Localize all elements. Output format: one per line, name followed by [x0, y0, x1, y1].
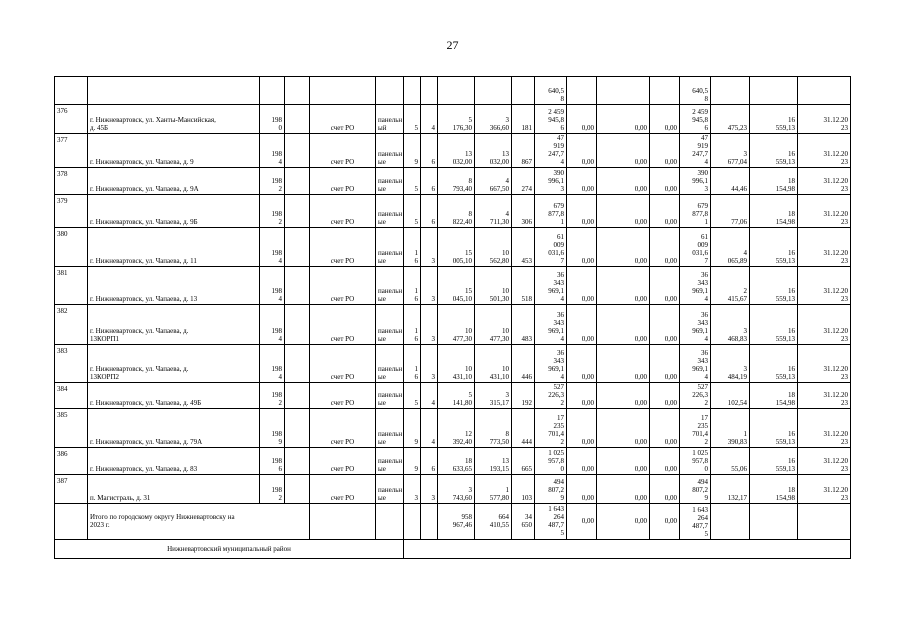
cell-wall-material: панельн ые: [376, 409, 404, 448]
cell-living-area: 3 315,17: [475, 383, 512, 409]
total-owners-funds: 1 643 264 487,7 5: [680, 504, 711, 540]
cell-owners-funds: 527 226,3 2: [680, 383, 711, 409]
cell-empty: [711, 77, 750, 105]
total-living-area-sum: 664 410,55: [475, 504, 512, 540]
table-row: [55, 77, 851, 105]
cell-address: г. Нижневартовск, ул. Чапаева, д. 9: [88, 134, 260, 168]
cell-fund-federal: 0,00: [567, 409, 597, 448]
cell-fund-regional: 0,00: [597, 475, 650, 504]
cell-total-cost: 36 343 969,1 4: [535, 305, 567, 345]
cell-fund-regional: 0,00: [597, 105, 650, 134]
cell-fund-method: счет РО: [310, 345, 376, 383]
cell-total-cost: 390 996,1 3: [535, 168, 567, 195]
cell-floors: 5: [404, 105, 421, 134]
total-fund-federal: 0,00: [567, 504, 597, 540]
cell-residents: 453: [512, 228, 535, 267]
cell-fund-regional: 0,00: [597, 409, 650, 448]
cell-fund-local: 0,00: [650, 305, 680, 345]
cell-deadline: 31.12.20 23: [798, 168, 851, 195]
cell-total-area: 18 633,65: [438, 448, 475, 475]
cell-specific-cost: 77,06: [711, 195, 750, 228]
cell-residents: 306: [512, 195, 535, 228]
cell-fund-local: 0,00: [650, 409, 680, 448]
cell-empty: [285, 134, 310, 168]
cell-fund-method: счет РО: [310, 475, 376, 504]
cell-total-cost: 679 877,8 1: [535, 195, 567, 228]
cell-empty: [285, 475, 310, 504]
cell-floors: 1 6: [404, 345, 421, 383]
cell-year: 198 0: [260, 105, 285, 134]
cell-empty: [260, 77, 285, 105]
cell-specific-cost: 132,17: [711, 475, 750, 504]
cell-entrances: 3: [421, 267, 438, 305]
cell-fund-method: счет РО: [310, 228, 376, 267]
cell-fund-local: 0,00: [650, 168, 680, 195]
cell-fund-method: счет РО: [310, 448, 376, 475]
total-row: [55, 504, 851, 540]
cell-specific-cost: 3 677,04: [711, 134, 750, 168]
cell-fund-local: 0,00: [650, 383, 680, 409]
cell-specific-cost: 4 065,89: [711, 228, 750, 267]
cell-limit-cost: 16 559,13: [750, 267, 798, 305]
cell-living-area: 8 773,50: [475, 409, 512, 448]
cell-entrances: 6: [421, 168, 438, 195]
total-area-sum: 958 967,46: [438, 504, 475, 540]
cell-year: 198 4: [260, 267, 285, 305]
cell-floors: 5: [404, 383, 421, 409]
cell-empty: [404, 504, 421, 540]
cell-specific-cost: 1 390,83: [711, 409, 750, 448]
cell-wall-material: панельн ые: [376, 383, 404, 409]
cell-entrances: 4: [421, 409, 438, 448]
cell-fund-regional: 0,00: [597, 383, 650, 409]
cell-fund-regional: 0,00: [597, 305, 650, 345]
cell-empty: [376, 504, 404, 540]
cell-empty: [750, 77, 798, 105]
cell-total-area: 15 045,10: [438, 267, 475, 305]
cell-empty: [285, 228, 310, 267]
total-label: Итого по городскому округу Нижневартовску на 2023 г.: [88, 504, 310, 540]
cell-total-area: 12 392,40: [438, 409, 475, 448]
cell-total-area: 5 141,80: [438, 383, 475, 409]
cell-owners-funds: 390 996,1 3: [680, 168, 711, 195]
cell-limit-cost: 16 559,13: [750, 409, 798, 448]
cell-total-cost: 47 919 247,7 4: [535, 134, 567, 168]
cell-fund-federal: 0,00: [567, 383, 597, 409]
cell-living-area: 1 577,80: [475, 475, 512, 504]
cell-fund-regional: 0,00: [597, 345, 650, 383]
cell-year: 198 2: [260, 195, 285, 228]
total-cost-sum: 1 643 264 487,7 5: [535, 504, 567, 540]
cell-total-area: 15 005,10: [438, 228, 475, 267]
cell-wall-material: панельн ые: [376, 345, 404, 383]
cell-residents: 274: [512, 168, 535, 195]
cell-entrances: 3: [421, 228, 438, 267]
cell-specific-cost: 475,23: [711, 105, 750, 134]
cell-fund-federal: 0,00: [567, 228, 597, 267]
cell-fund-method: счет РО: [310, 267, 376, 305]
cell-fund-method: счет РО: [310, 134, 376, 168]
cell-year: 198 4: [260, 305, 285, 345]
section-row: [55, 540, 851, 559]
cell-row-number: 376: [55, 105, 88, 134]
cell-owners-funds: 1 025 957,8 0: [680, 448, 711, 475]
cell-living-area: 10 477,30: [475, 305, 512, 345]
cell-total-cost: 527 226,3 2: [535, 383, 567, 409]
cell-limit-cost: 16 559,13: [750, 228, 798, 267]
cell-total-cost: 36 343 969,1 4: [535, 267, 567, 305]
cell-owners-funds: 61 009 031,6 7: [680, 228, 711, 267]
cell-row-number: 384: [55, 383, 88, 409]
cell-owners-funds: 17 235 701,4 2: [680, 409, 711, 448]
cell-row-number: 382: [55, 305, 88, 345]
cell-empty: [711, 504, 750, 540]
table-row: [55, 383, 851, 409]
cell-fund-method: счет РО: [310, 305, 376, 345]
cell-fund-federal: 0,00: [567, 305, 597, 345]
table-row: [55, 105, 851, 134]
cell-empty: [798, 77, 851, 105]
cell-empty: [310, 504, 376, 540]
cell-fund-federal: 0,00: [567, 475, 597, 504]
cell-fund-local: 0,00: [650, 228, 680, 267]
cell-entrances: 4: [421, 383, 438, 409]
cell-residents: 867: [512, 134, 535, 168]
cell-year: 198 2: [260, 475, 285, 504]
cell-wall-material: панельн ые: [376, 267, 404, 305]
cell-specific-cost: 44,46: [711, 168, 750, 195]
cell-empty: [512, 77, 535, 105]
cell-limit-cost: 16 559,13: [750, 305, 798, 345]
cell-living-area: 13 032,00: [475, 134, 512, 168]
cell-owners-funds: 679 877,8 1: [680, 195, 711, 228]
cell-limit-cost: 16 559,13: [750, 134, 798, 168]
cell-wall-material: панельн ые: [376, 305, 404, 345]
cell-row-number: 383: [55, 345, 88, 383]
cell-floors: 1 6: [404, 305, 421, 345]
cell-empty: [285, 105, 310, 134]
cell-owners-funds: 36 343 969,1 4: [680, 267, 711, 305]
cell-deadline: 31.12.20 23: [798, 267, 851, 305]
cell-row-number: 387: [55, 475, 88, 504]
cell-fund-regional: 0,00: [597, 448, 650, 475]
cell-cost-total-carryover: 640,5 8: [680, 77, 711, 105]
cell-empty: [750, 504, 798, 540]
cell-residents: 665: [512, 448, 535, 475]
total-residents-sum: 34 650: [512, 504, 535, 540]
cell-deadline: 31.12.20 23: [798, 305, 851, 345]
page-number: 27: [446, 38, 459, 52]
cell-empty: [285, 448, 310, 475]
cell-living-area: 13 193,15: [475, 448, 512, 475]
cell-fund-method: счет РО: [310, 195, 376, 228]
cell-living-area: 4 711,30: [475, 195, 512, 228]
cell-owners-funds: 494 807,2 9: [680, 475, 711, 504]
cell-fund-local: 0,00: [650, 345, 680, 383]
cell-wall-material: панельн ые: [376, 195, 404, 228]
cell-total-cost: 61 009 031,6 7: [535, 228, 567, 267]
cell-empty: [285, 195, 310, 228]
cell-empty: [438, 77, 475, 105]
cell-deadline: 31.12.20 23: [798, 409, 851, 448]
cell-wall-material: панельн ые: [376, 168, 404, 195]
cell-specific-cost: 3 484,19: [711, 345, 750, 383]
cell-residents: 483: [512, 305, 535, 345]
cell-living-area: 10 431,10: [475, 345, 512, 383]
cell-address: г. Нижневартовск, ул. Чапаева, д. 13: [88, 267, 260, 305]
cell-address: г. Нижневартовск, ул. Чапаева, д. 9Б: [88, 195, 260, 228]
cell-fund-regional: 0,00: [597, 228, 650, 267]
cell-total-cost: 36 343 969,1 4: [535, 345, 567, 383]
cell-fund-method: счет РО: [310, 383, 376, 409]
cell-deadline: 31.12.20 23: [798, 228, 851, 267]
table-row: [55, 475, 851, 504]
cell-empty: [798, 504, 851, 540]
cell-fund-regional: 0,00: [597, 195, 650, 228]
cell-address: г. Нижневартовск, ул. Чапаева, д. 79А: [88, 409, 260, 448]
cell-year: 198 2: [260, 168, 285, 195]
cell-address: г. Нижневартовск, ул. Чапаева, д. 13КОРП1: [88, 305, 260, 345]
cell-year: 198 4: [260, 134, 285, 168]
cell-fund-regional: 0,00: [597, 134, 650, 168]
cell-entrances: 6: [421, 448, 438, 475]
cell-total-cost: 1 025 957,8 0: [535, 448, 567, 475]
table-row: [55, 195, 851, 228]
cell-residents: 192: [512, 383, 535, 409]
cell-fund-federal: 0,00: [567, 267, 597, 305]
cell-empty: [285, 77, 310, 105]
total-fund-local: 0,00: [650, 504, 680, 540]
cell-fund-federal: 0,00: [567, 134, 597, 168]
cell-fund-regional: 0,00: [597, 267, 650, 305]
cell-empty: [285, 383, 310, 409]
cell-row-number: 385: [55, 409, 88, 448]
cell-owners-funds: 36 343 969,1 4: [680, 305, 711, 345]
cell-fund-method: счет РО: [310, 409, 376, 448]
cell-floors: 5: [404, 195, 421, 228]
cell-address: г. Нижневартовск, ул. Ханты-Мансийская, д. 45Б: [88, 105, 260, 134]
cell-living-area: 3 366,60: [475, 105, 512, 134]
cell-empty: [285, 345, 310, 383]
table-row: [55, 305, 851, 345]
cell-limit-cost: 18 154,98: [750, 383, 798, 409]
cell-entrances: 4: [421, 105, 438, 134]
cell-fund-method: счет РО: [310, 168, 376, 195]
cell-total-area: 5 176,30: [438, 105, 475, 134]
cell-total-area: 8 822,40: [438, 195, 475, 228]
cell-total-cost: 494 807,2 9: [535, 475, 567, 504]
cell-deadline: 31.12.20 23: [798, 448, 851, 475]
section-title: Нижневартовский муниципальный район: [55, 540, 404, 559]
cell-owners-funds: 36 343 969,1 4: [680, 345, 711, 383]
cell-fund-method: счет РО: [310, 105, 376, 134]
table-row: [55, 228, 851, 267]
cell-residents: 103: [512, 475, 535, 504]
cell-floors: 9: [404, 409, 421, 448]
cell-empty: [421, 504, 438, 540]
table-row: [55, 134, 851, 168]
cell-entrances: 6: [421, 195, 438, 228]
cell-empty: [285, 305, 310, 345]
cell-specific-cost: 2 415,67: [711, 267, 750, 305]
cell-wall-material: панельн ые: [376, 228, 404, 267]
cell-cost-carryover: 640,5 8: [535, 77, 567, 105]
cell-limit-cost: 18 154,98: [750, 168, 798, 195]
cell-specific-cost: 3 468,83: [711, 305, 750, 345]
table-row: [55, 448, 851, 475]
cell-deadline: 31.12.20 23: [798, 195, 851, 228]
cell-deadline: 31.12.20 23: [798, 345, 851, 383]
cell-floors: 3: [404, 475, 421, 504]
cell-limit-cost: 18 154,98: [750, 475, 798, 504]
cell-entrances: 3: [421, 475, 438, 504]
cell-empty: [475, 77, 512, 105]
cell-fund-regional: 0,00: [597, 168, 650, 195]
cell-floors: 9: [404, 134, 421, 168]
cell-floors: 9: [404, 448, 421, 475]
cell-row-number: 379: [55, 195, 88, 228]
cell-address: г. Нижневартовск, ул. Чапаева, д. 83: [88, 448, 260, 475]
cell-floors: 1 6: [404, 267, 421, 305]
cell-year: 198 9: [260, 409, 285, 448]
cell-address: г. Нижневартовск, ул. Чапаева, д. 13КОРП2: [88, 345, 260, 383]
cell-empty: [404, 77, 421, 105]
cell-wall-material: панельн ые: [376, 475, 404, 504]
cell-limit-cost: 16 559,13: [750, 105, 798, 134]
cell-year: 198 4: [260, 345, 285, 383]
cell-deadline: 31.12.20 23: [798, 134, 851, 168]
cell-fund-local: 0,00: [650, 195, 680, 228]
table-row: [55, 267, 851, 305]
cell-empty: [421, 77, 438, 105]
cell-address: г. Нижневартовск, ул. Чапаева, д. 11: [88, 228, 260, 267]
cell-row-number: 378: [55, 168, 88, 195]
cell-empty: [285, 409, 310, 448]
cell-address: г. Нижневартовск, ул. Чапаева, д. 49Б: [88, 383, 260, 409]
cell-empty: [376, 77, 404, 105]
cell-fund-federal: 0,00: [567, 448, 597, 475]
cell-row-number: 380: [55, 228, 88, 267]
cell-limit-cost: 16 559,13: [750, 448, 798, 475]
cell-fund-local: 0,00: [650, 105, 680, 134]
cell-fund-federal: 0,00: [567, 168, 597, 195]
cell-row-number: 377: [55, 134, 88, 168]
cell-wall-material: панельн ый: [376, 105, 404, 134]
cell-row-number: 386: [55, 448, 88, 475]
cell-deadline: 31.12.20 23: [798, 383, 851, 409]
cell-entrances: 6: [421, 134, 438, 168]
cell-row-number: 381: [55, 267, 88, 305]
cell-fund-local: 0,00: [650, 267, 680, 305]
cell-entrances: 3: [421, 305, 438, 345]
cell-year: 198 6: [260, 448, 285, 475]
cell-total-area: 10 431,10: [438, 345, 475, 383]
cell-total-area: 8 793,40: [438, 168, 475, 195]
cell-floors: 1 6: [404, 228, 421, 267]
cell-limit-cost: 18 154,98: [750, 195, 798, 228]
cell-empty: [88, 77, 260, 105]
cell-residents: 446: [512, 345, 535, 383]
cell-empty: [55, 504, 88, 540]
cell-empty: [650, 77, 680, 105]
cell-year: 198 4: [260, 228, 285, 267]
cell-living-area: 10 501,30: [475, 267, 512, 305]
cell-owners-funds: 2 459 945,8 6: [680, 105, 711, 134]
cell-residents: 518: [512, 267, 535, 305]
cell-specific-cost: 102,54: [711, 383, 750, 409]
cell-address: п. Магистраль, д. 31: [88, 475, 260, 504]
cell-entrances: 3: [421, 345, 438, 383]
table-row: [55, 168, 851, 195]
cell-total-area: 3 743,60: [438, 475, 475, 504]
cell-owners-funds: 47 919 247,7 4: [680, 134, 711, 168]
cell-empty: [310, 77, 376, 105]
cell-limit-cost: 16 559,13: [750, 345, 798, 383]
cell-deadline: 31.12.20 23: [798, 105, 851, 134]
cell-fund-federal: 0,00: [567, 195, 597, 228]
cell-wall-material: панельн ые: [376, 448, 404, 475]
cell-fund-local: 0,00: [650, 448, 680, 475]
cell-year: 198 2: [260, 383, 285, 409]
cell-empty: [55, 77, 88, 105]
cell-address: г. Нижневартовск, ул. Чапаева, д. 9А: [88, 168, 260, 195]
cell-fund-local: 0,00: [650, 134, 680, 168]
cell-fund-federal: 0,00: [567, 345, 597, 383]
table-row: [55, 345, 851, 383]
cell-specific-cost: 55,06: [711, 448, 750, 475]
cell-fund-local: 0,00: [650, 475, 680, 504]
cell-total-area: 10 477,30: [438, 305, 475, 345]
cell-fund-federal: 0,00: [567, 105, 597, 134]
cell-empty: [404, 540, 851, 559]
cell-residents: 181: [512, 105, 535, 134]
cell-empty: [285, 267, 310, 305]
cell-empty: [567, 77, 597, 105]
cell-living-area: 10 562,80: [475, 228, 512, 267]
cell-total-cost: 2 459 945,8 6: [535, 105, 567, 134]
total-fund-regional: 0,00: [597, 504, 650, 540]
cell-living-area: 4 667,50: [475, 168, 512, 195]
table-row: [55, 409, 851, 448]
cell-wall-material: панельн ые: [376, 134, 404, 168]
cell-floors: 5: [404, 168, 421, 195]
cell-deadline: 31.12.20 23: [798, 475, 851, 504]
housing-register-table: [54, 76, 851, 559]
cell-residents: 444: [512, 409, 535, 448]
cell-empty: [285, 168, 310, 195]
cell-empty: [597, 77, 650, 105]
cell-total-cost: 17 235 701,4 2: [535, 409, 567, 448]
cell-total-area: 13 032,00: [438, 134, 475, 168]
